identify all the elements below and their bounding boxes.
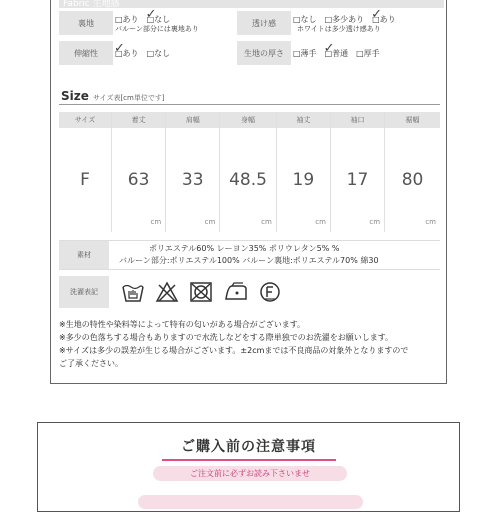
- care-icons: [109, 276, 281, 308]
- size-value-cell: [220, 128, 276, 232]
- size-col-header: 裾幅: [385, 112, 440, 128]
- fabric-row: [59, 11, 440, 35]
- option-normal: □普通 ✓: [325, 48, 349, 59]
- caution-title: ご購入前の注意事項: [181, 439, 316, 455]
- option-lining-no: □なし ✓: [147, 14, 171, 25]
- sheerness-note: ホワイトは多少透け感あり: [297, 24, 381, 33]
- size-header-row: [59, 112, 440, 128]
- size-value-cell: [112, 128, 166, 232]
- size-col-header: 袖口: [330, 112, 384, 128]
- note-line: ※多少の色落ちする場合もありますので水洗しなどをする際単独でのお洗濯をお願いします。: [59, 333, 394, 342]
- option-sheer-some: □多少あり: [324, 14, 365, 24]
- caution-card: [37, 422, 460, 512]
- fabric-table: [59, 11, 440, 65]
- unit-label: cm: [315, 218, 326, 226]
- material-text: [109, 241, 440, 269]
- option-thick: □厚手: [356, 48, 380, 58]
- size-value-cell: [276, 128, 330, 232]
- thickness-options: [291, 41, 440, 65]
- fabric-header: Fabric 生地感: [59, 0, 444, 8]
- size-value: 80: [401, 170, 424, 190]
- product-spec-card: [50, 0, 447, 384]
- lining-options: [113, 11, 237, 35]
- size-col-header: 着丈: [112, 112, 166, 128]
- title-underline: [162, 459, 336, 461]
- size-value: 63: [127, 170, 150, 190]
- note-line: ※生地の特性や染料等によって特有の匂いがある場合がございます。: [59, 320, 306, 329]
- caution-subtitle: ご注文前に必ずお読み下さいませ: [190, 469, 310, 478]
- care-label: 洗濯表記: [59, 276, 109, 308]
- lining-note: バルーン部分には裏地あり: [115, 24, 199, 33]
- notes-block: [59, 318, 440, 370]
- size-value-cell: [330, 128, 384, 232]
- material-row: [59, 240, 440, 270]
- size-value-cell: [385, 128, 440, 232]
- note-line: ※サイズは多少の誤差が生じる場合がございます。±2cmまでは不良商品の対象外となりますので: [59, 346, 409, 355]
- option-stretch-no: □なし: [146, 48, 171, 58]
- caution-next-pill: [138, 495, 363, 509]
- care-row: [59, 276, 440, 308]
- size-col-header: 袖丈: [276, 112, 330, 128]
- lining-label: 裏地: [59, 11, 113, 35]
- size-header: [59, 88, 440, 105]
- sheerness-options: [291, 11, 440, 35]
- thickness-label: 生地の厚さ: [237, 41, 291, 65]
- stretch-label: 伸縮性: [59, 41, 113, 65]
- unit-label: cm: [150, 218, 162, 226]
- fabric-row: [59, 41, 440, 65]
- unit-label: cm: [204, 218, 216, 226]
- no-bleach-icon: [155, 281, 179, 303]
- size-table: [59, 112, 440, 232]
- size-title: Size: [61, 89, 89, 103]
- option-sheer-yes: □あり ✓: [372, 14, 396, 25]
- material-label: 素材: [59, 241, 109, 269]
- size-subtitle: サイズ表[cm単位です]: [93, 94, 165, 102]
- size-value: F: [59, 128, 112, 232]
- dry-clean-f-icon: [259, 281, 281, 303]
- option-thin: □薄手: [293, 48, 317, 58]
- sheerness-label: 透け感: [237, 11, 291, 35]
- hand-wash-icon: [121, 281, 145, 303]
- size-value: 19: [292, 170, 315, 190]
- unit-label: cm: [425, 218, 436, 226]
- low-iron-icon: [223, 281, 249, 303]
- option-sheer-none: □なし: [293, 14, 317, 24]
- material-line-1: ポリエステル60% レーヨン35% ポリウレタン5% %: [149, 244, 340, 253]
- option-stretch-yes: □あり ✓: [115, 48, 139, 59]
- unit-label: cm: [369, 218, 381, 226]
- stretch-options: [113, 41, 237, 65]
- size-value-cell: [166, 128, 220, 232]
- size-value-row: [59, 128, 440, 232]
- size-col-header: 肩幅: [166, 112, 220, 128]
- size-value: 17: [346, 170, 369, 190]
- material-line-2: バルーン部分:ポリエステル100% バルーン裏地:ポリエステル70% 綿30: [119, 256, 379, 265]
- caution-subtitle-pill: [153, 466, 347, 481]
- unit-label: cm: [261, 218, 272, 226]
- no-tumble-dry-icon: [189, 281, 213, 303]
- size-col-header: サイズ: [59, 112, 112, 128]
- size-value: 33: [181, 170, 204, 190]
- size-value: 48.5: [229, 170, 267, 190]
- size-col-header: 身幅: [220, 112, 276, 128]
- option-lining-yes: □あり: [115, 14, 139, 24]
- note-line: ご了承ください。: [59, 359, 123, 368]
